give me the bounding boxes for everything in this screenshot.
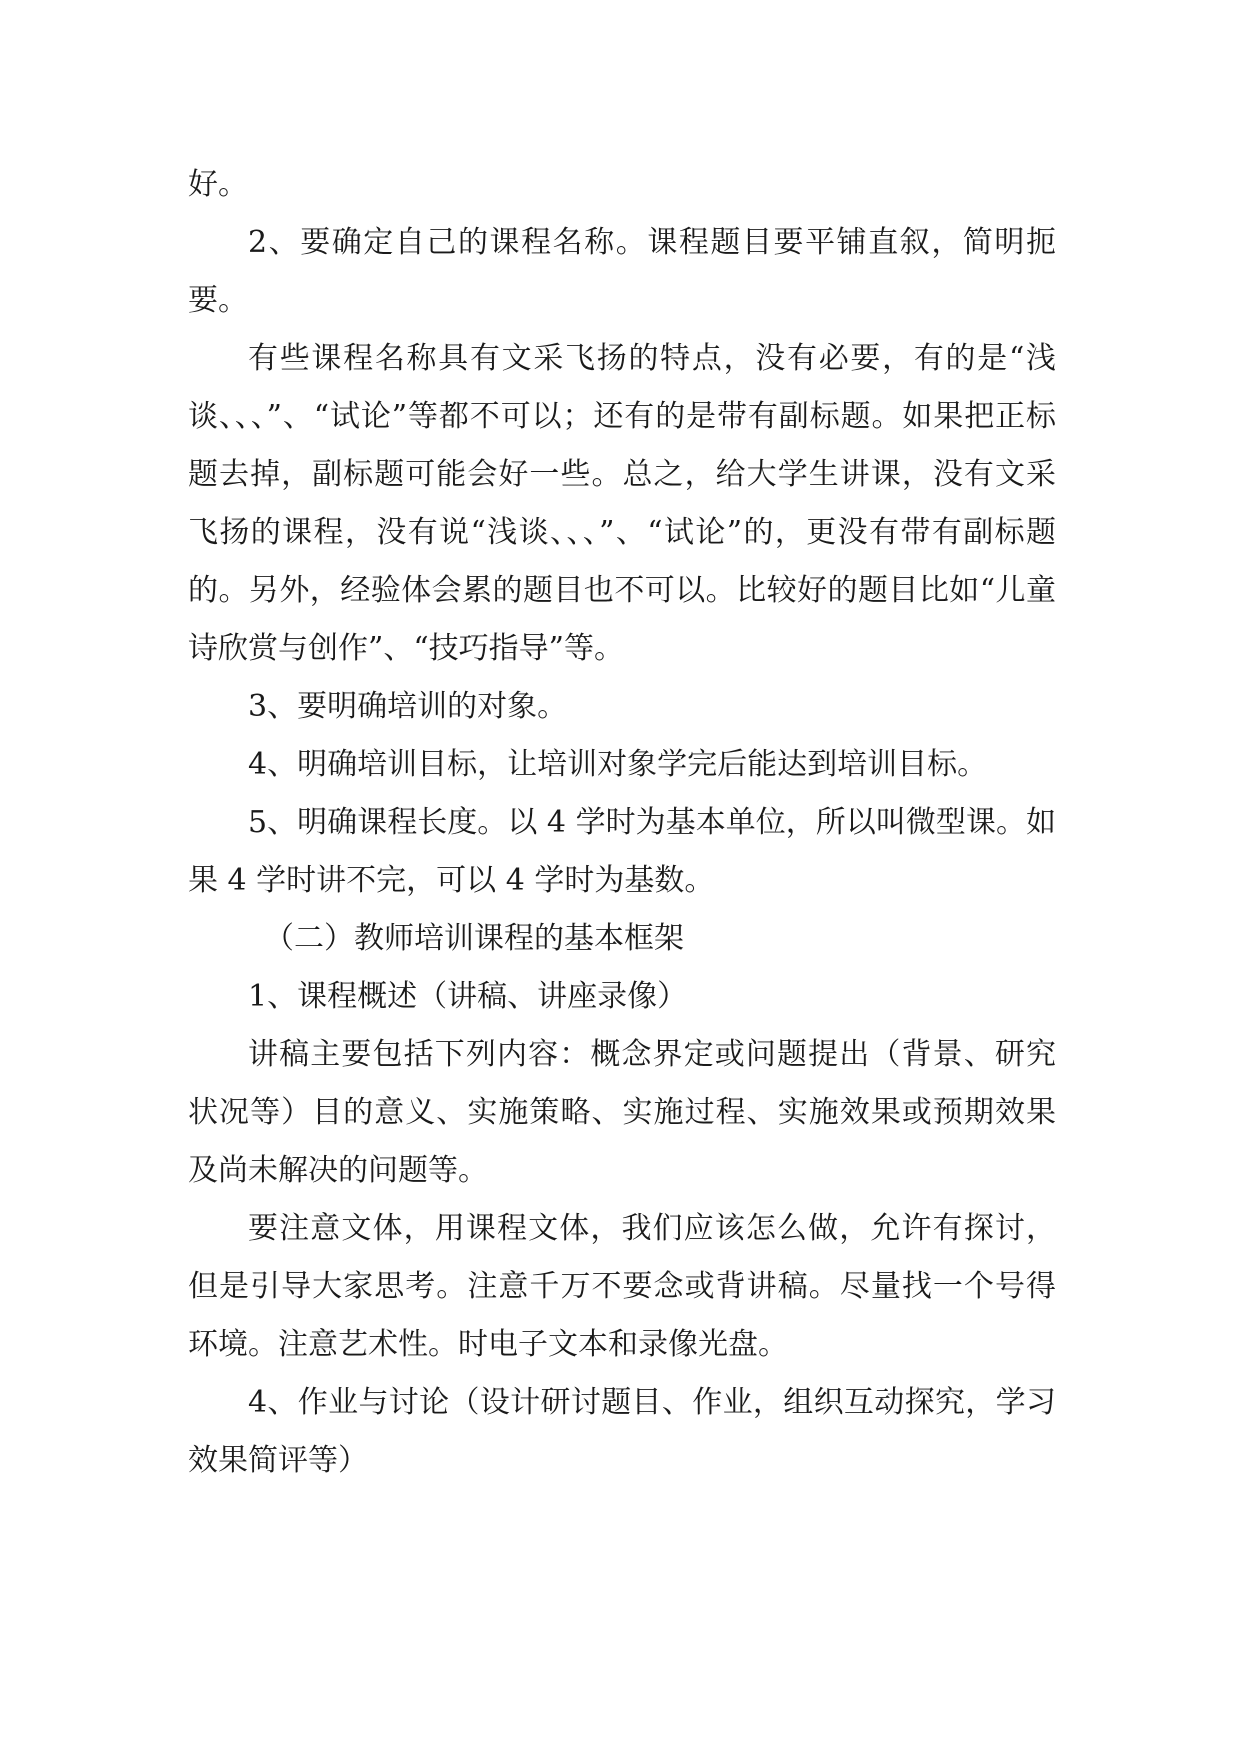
paragraph-course-overview: 1、课程概述（讲稿、讲座录像） <box>248 979 688 1014</box>
paragraph-item-4: 4、明确培训目标，让培训对象学完后能达到培训目标。 <box>248 747 988 782</box>
paragraph-item-2: 2、要确定自己的课程名称。课程题目要平铺直叙，简明扼要。 <box>188 225 1056 318</box>
paragraph-continuation: 好。 <box>188 167 248 202</box>
section-heading: （二）教师培训课程的基本框架 <box>264 921 684 956</box>
paragraph-style-notes: 要注意文体，用课程文体，我们应该怎么做，允许有探讨，但是引导大家思考。注意千万不要念或背讲稿。尽量找一个号得环境。注意艺术性。时电子文本和录像光盘。 <box>188 1211 1056 1362</box>
paragraph-item-3: 3、要明确培训的对象。 <box>248 689 568 724</box>
document-body <box>188 156 1056 1490</box>
paragraph-homework-discussion: 4、作业与讨论（设计研讨题目、作业，组织互动探究，学习效果简评等） <box>188 1385 1056 1478</box>
paragraph-item-5: 5、明确课程长度。以 4 学时为基本单位，所以叫微型课。如果 4 学时讲不完，可以 4 学时为基数。 <box>188 805 1056 898</box>
paragraph-course-name-notes: 有些课程名称具有文采飞扬的特点，没有必要，有的是“浅谈、、、”、“试论”等都不可以；还有的是带有副标题。如果把正标题去掉，副标题可能会好一些。总之，给大学生讲课，没有文采飞扬的课程，没有说“浅谈、、、”、“试论”的，更没有带有副标题的。另外，经验体会累的题目也不可以。比较好的题目比如“儿童诗欣赏与创作”、“技巧指导”等。 <box>188 341 1056 666</box>
paragraph-lecture-contents: 讲稿主要包括下列内容：概念界定或问题提出（背景、研究状况等）目的意义、实施策略、实施过程、实施效果或预期效果及尚未解决的问题等。 <box>188 1037 1056 1188</box>
